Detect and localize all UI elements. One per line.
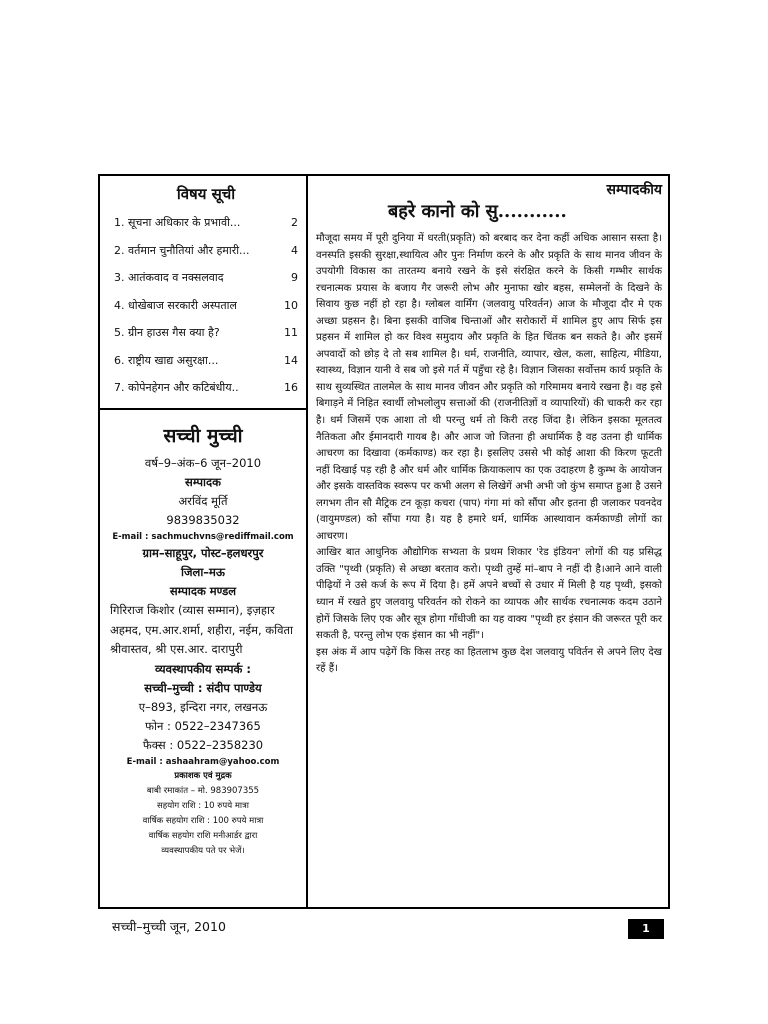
paragraph: मौजूदा समय में पूरी दुनिया में धरती(प्रकृति) को बरबाद कर देना कहीं अधिक आसान सस्ता है। वनस्पति इसकी सुरक्षा,स्थायित्व और पुनः निर्माण करने के और प्रकृति के साथ मानव जीवन के उपयोगी विकास का तारतम्य बनाये रखने के इसे संरक्षित करने के किसी गम्भीर सार्थक रचनात्मक प्रयास के बजाय गैर जरूरी लोभ और मुनाफा खोर बहस, सम्मेलनों के दिखने के सिवाय कुछ नहीं हो रहा है। ग्लोबल वार्मिंग (जलवायु परिवर्तन) आज के मौजूदा दौर मे एक अच्छा प्रहसन है। बिना इसकी वाजिब चिन्ताओं और सरोकारों में शामिल हुए आप सिर्फ इस प्रहसन में शामिल हो कर विश्व समुदाय और प्रकृति के हित चिंतक बन सकते है। और इसमें अपवादों को छोड़ दे तो सब शामिल है। धर्म, राजनीति, व्यापार, खेल, कला, साहित्य, मीडिया, स्वास्थ्य, विज्ञान यानी वे सब जो इसे गर्त में पहुँचा रहे है। विज्ञान जिसका सर्वोत्तम कार्य प्रकृति के साथ सुव्यस्थित तालमेल के साथ मानव जीवन और प्रकृति को गरिमामय बनाये रखना है। वह इसे बिगाड़ने में निहित स्वार्थी लोभलोलुप सत्ताओं की (राजनीतिज्ञों व व्यापारियों) की चाकरी कर रहा है। धर्म जिसमें एक आशा तो थी परन्तु धर्म तो किरी तरह जिंदा है। लेकिन इसका मूलतत्व नैतिकता और ईमानदारी गायब है। और आज जो जितना ही अधार्मिक है वह उतना ही धार्मिक आचरण का दिखावा (कर्मकाण्ड) कर रहा है। इसलिए उससे भी कोई आशा की किरण फूटती नहीं दिखाई पड़ रही है और धर्म और धार्मिक क्रियाकलाप का एक उदाहरण है कुम्भ के आयोजन और इसके वास्तविक स्वरूप पर कभी अलग से लिखेगें अभी अभी जो कुंभ समाप्त हुआ है उसने लगभग तीन सौ मैट्रिक टन कूड़ा कचरा (पाप) गंगा मां को सौंपा और इतना ही जलाकर पवनदेव (वायुमण्डल) को सौंपा गया है। यह है हमारे धर्म, धार्मिक आस्थावान कर्मकाण्डी लोगों का आचरण। [316,233,662,542]
board-label: सम्पादक मण्डल [169,584,237,598]
payment-note-1: वार्षिक सहयोग राशि मनीआर्डर द्वारा [148,830,258,841]
page-number: 1 [628,919,664,939]
footer-text: सच्ची–मुच्ची जून, 2010 [112,919,226,934]
address-line-2: जिला–मऊ [181,565,225,579]
toc-item[interactable]: 1. सूचना अधिकार के प्रभावी... 2 [114,216,298,229]
editor-email[interactable]: E-mail : sachmuchvns@rediffmail.com [112,532,294,542]
editor-label: सम्पादक [185,475,221,489]
publisher-label: प्रकाशक एवं मुद्रक [174,770,232,781]
sidebar [100,176,308,907]
magazine-title: सच्ची मुच्ची [163,425,243,447]
issue-info: वर्ष–9–अंक–6 जून–2010 [144,456,262,470]
management-phone: फोन : 0522–2347365 [145,718,261,733]
toc-item[interactable]: 4. धोखेबाज सरकारी अस्पताल 10 [114,298,298,312]
management-label: व्यवस्थापकीय सम्पर्क : [155,661,251,676]
payment-note-2: व्यवस्थापकीय पते पर भेजें। [161,845,245,856]
table-of-contents [100,176,306,410]
toc-item[interactable]: 6. राष्ट्रीय खाद्य असुरक्षा... 14 [114,353,298,367]
toc-title: विषय सूची [176,185,236,203]
toc-item[interactable]: 5. ग्रीन हाउस गैस क्या है? 11 [114,326,298,339]
management-address: ए–893, इन्दिरा नगर, लखनऊ [138,699,268,714]
address-line-1: ग्राम–साहूपुर, पोस्ट–हलधरपुर [142,546,264,560]
page-frame [98,174,670,909]
contribution: सहयोग राशि : 10 रुपये मात्रा [156,800,250,811]
toc-item[interactable]: 2. वर्तमान चुनौतियां और हमारी... 4 [114,243,298,257]
editorial-board: गिरिराज किशोर (व्यास सम्मान), इज़हार अहमद, एम.आर.शर्मा, शहीरा, नईम, कविता श्रीवास्तव, श्री एस.आर. दारापुरी [110,603,294,656]
section-label: सम्पादकीय [606,182,662,198]
toc-item[interactable]: 7. कोपेनहेगन और कटिबंधीय.. 16 [114,381,298,394]
editor-phone: 9839835032 [166,513,240,527]
toc-item[interactable]: 3. आतंकवाद व नक्सलवाद 9 [114,271,298,284]
management-fax: फैक्स : 0522–2358230 [142,737,264,752]
masthead [100,410,306,859]
editor-name: अरविंद मूर्ति [178,494,228,508]
management-email[interactable]: E-mail : ashaahram@yahoo.com [126,756,280,767]
article-headline: बहरे कानो को सु........... [388,201,567,222]
editorial-column [316,180,662,678]
annual-contribution: वार्षिक सहयोग राशि : 100 रुपये मात्रा [142,815,264,826]
management-name: सच्ची–मुच्ची : संदीप पाण्डेय [144,680,262,695]
paragraph: इस अंक में आप पढ़ेगें कि किस तरह का हितलाभ कुछ देश जलवायु पविर्तन से अपने लिए देख रहें हैं। [316,646,662,675]
paragraph: आखिर बात आधुनिक औद्योगिक सभ्यता के प्रथम शिकार 'रेड इंडियन' लोगों की यह प्रसिद्ध उक्ति "पृथ्वी (प्रकृति) से अच्छा बरताव करो। पृथ्वी तुम्हें मां–बाप ने नहीं दी है।आने आने वाली पीढ़ियों ने उसे कर्ज के रूप में दिया है। हमें अपने बच्चों से उधार में मिली है यह पृथ्वी, इसको ध्यान में रखते हुए जलवायु परिवर्तन को रोकने का व्यापक और सार्थक रचनात्मक कदम उठाने होगें जिसके लिए एक और सूत्र होगा गाँधीजी का यह वाक्य "पृथ्वी हर इंसान की जरूरत पूरी कर सकती है, परन्तु लोभ एक इंसान का भी नहीं"। [316,547,662,642]
publisher-name: बाबी रमाकांत – मो. 983907355 [146,785,260,796]
article-body [316,231,662,678]
